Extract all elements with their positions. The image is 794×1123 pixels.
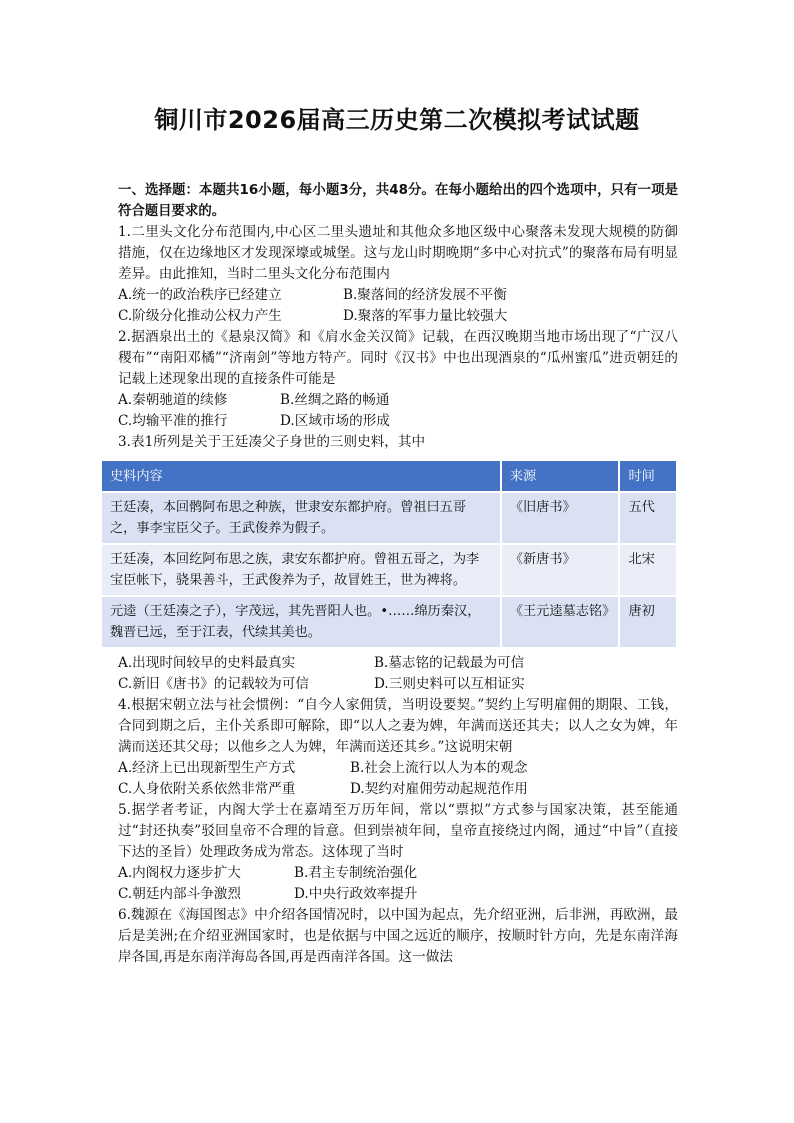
table-header-time: 时间 [619,460,677,492]
table-row [101,492,677,544]
table-cell-content: 元逵（王廷凑之子），字茂远，其先晋阳人也。•……绵历秦汉，魏晋已远，至于江表，代续其美也。 [101,596,501,648]
question-5-options [118,863,678,884]
option-a: A.出现时间较早的史料最真实 [118,655,296,671]
exam-content [110,180,678,968]
option-a: A.内阁权力逐步扩大 [118,865,241,881]
option-a: A.经济上已出现新型生产方式 [118,760,296,776]
option-d: D.聚落的军事力量比较强大 [343,308,508,324]
table-header-row [101,460,677,492]
option-d: D.区域市场的形成 [280,413,390,429]
question-4-options-2 [118,779,678,800]
table-cell-time: 唐初 [619,596,677,648]
question-3-options [118,653,678,674]
option-c: C.新旧《唐书》的记载较为可信 [118,676,309,692]
question-4-options [118,758,678,779]
option-a: A.秦朝驰道的续修 [118,392,228,408]
table-header-content: 史料内容 [101,460,501,492]
option-b: B.丝绸之路的畅通 [280,392,390,408]
table-cell-time: 北宋 [619,544,677,596]
question-3-stem: 3.表1所列是关于王廷凑父子身世的三则史料，其中 [118,434,426,450]
table-header-source: 来源 [501,460,620,492]
option-b: B.君主专制统治强化 [294,865,418,881]
question-4-stem: 4.根据宋朝立法与社会惯例：“自今人家佣赁，当明设要契。”契约上写明雇佣的期限、工钱，合同到期之后，主仆关系即可解除，即“以人之妻为婢，年满而送还其夫；以人之女为婢，年满而送还其父母；以他乡之人为婢，年满而送还其乡。”这说明宋朝 [118,697,678,755]
table-row [101,544,677,596]
question-1-options [118,285,678,306]
table-cell-source: 《王元逵墓志铭》 [501,596,620,648]
table-row [101,596,677,648]
table-cell-content: 王廷凑，本回鹘阿布思之种族，世隶安东都护府。曾祖曰五哥之，事李宝臣父子。王武俊养为假子。 [101,492,501,544]
table-cell-source: 《新唐书》 [501,544,620,596]
page-title: 铜川市2026届高三历史第二次模拟考试试题 [154,106,640,134]
option-b: B.墓志铭的记载最为可信 [374,655,525,671]
option-c: C.均输平准的推行 [118,413,228,429]
question-2-options-2 [118,411,678,432]
table-cell-content: 王廷凑，本回纥阿布思之族，隶安东都护府。曾祖五哥之，为李宝臣帐下，骁果善斗，王武俊养为子，故冒姓王，世为裨将。 [101,544,501,596]
source-table [100,459,678,649]
question-6-stem: 6.魏源在《海国图志》中介绍各国情况时，以中国为起点，先介绍亚洲，后非洲，再欧洲，最后是美洲;在介绍亚洲国家时，也是依据与中国之远近的顺序，按顺时针方向，先是东南洋海岸各国,再是东南洋海岛各国,再是西南洋各国。这一做法 [118,907,678,965]
section-heading: 一、选择题：本题共16小题，每小题3分，共48分。在每小题给出的四个选项中，只有一项是符合题目要求的。 [118,183,678,219]
option-b: B.聚落间的经济发展不平衡 [343,287,507,303]
option-a: A.统一的政治秩序已经建立 [118,287,282,303]
question-3-options-2 [118,674,678,695]
question-5-stem: 5.据学者考证，内阁大学士在嘉靖至万历年间，常以“票拟”方式参与国家决策，甚至能通过“封还执奏”驳回皇帝不合理的旨意。但到崇祯年间，皇帝直接绕过内阁，通过“中旨”（直接下达的圣旨）处理政务成为常态。这体现了当时 [118,802,678,860]
option-d: D.三则史料可以互相证实 [374,676,525,692]
table-cell-time: 五代 [619,492,677,544]
question-2-options [118,390,678,411]
option-d: D.中央行政效率提升 [294,886,418,902]
table-cell-source: 《旧唐书》 [501,492,620,544]
question-5-options-2 [118,884,678,905]
option-d: D.契约对雇佣劳动起规范作用 [350,781,528,797]
question-2-stem: 2.据酒泉出土的《悬泉汉简》和《肩水金关汉简》记载，在西汉晚期当地市场出现了“广汉八稷布”“南阳邓橘”“济南剑”等地方特产。同时《汉书》中也出现酒泉的“瓜州蜜瓜”进贡朝廷的记载上述现象出现的直接条件可能是 [118,329,678,387]
question-1-options-2 [118,306,678,327]
option-b: B.社会上流行以人为本的观念 [350,760,528,776]
option-c: C.人身依附关系依然非常严重 [118,781,296,797]
option-c: C.阶级分化推动公权力产生 [118,308,282,324]
option-c: C.朝廷内部斗争激烈 [118,886,241,902]
question-1-stem: 1.二里头文化分布范围内,中心区二里头遗址和其他众多地区级中心聚落未发现大规模的防御措施，仅在边缘地区才发现深壕或城堡。这与龙山时期晚期“多中心对抗式”的聚落布局有明显差异。由此推知，当时二里头文化分布范围内 [118,224,678,282]
